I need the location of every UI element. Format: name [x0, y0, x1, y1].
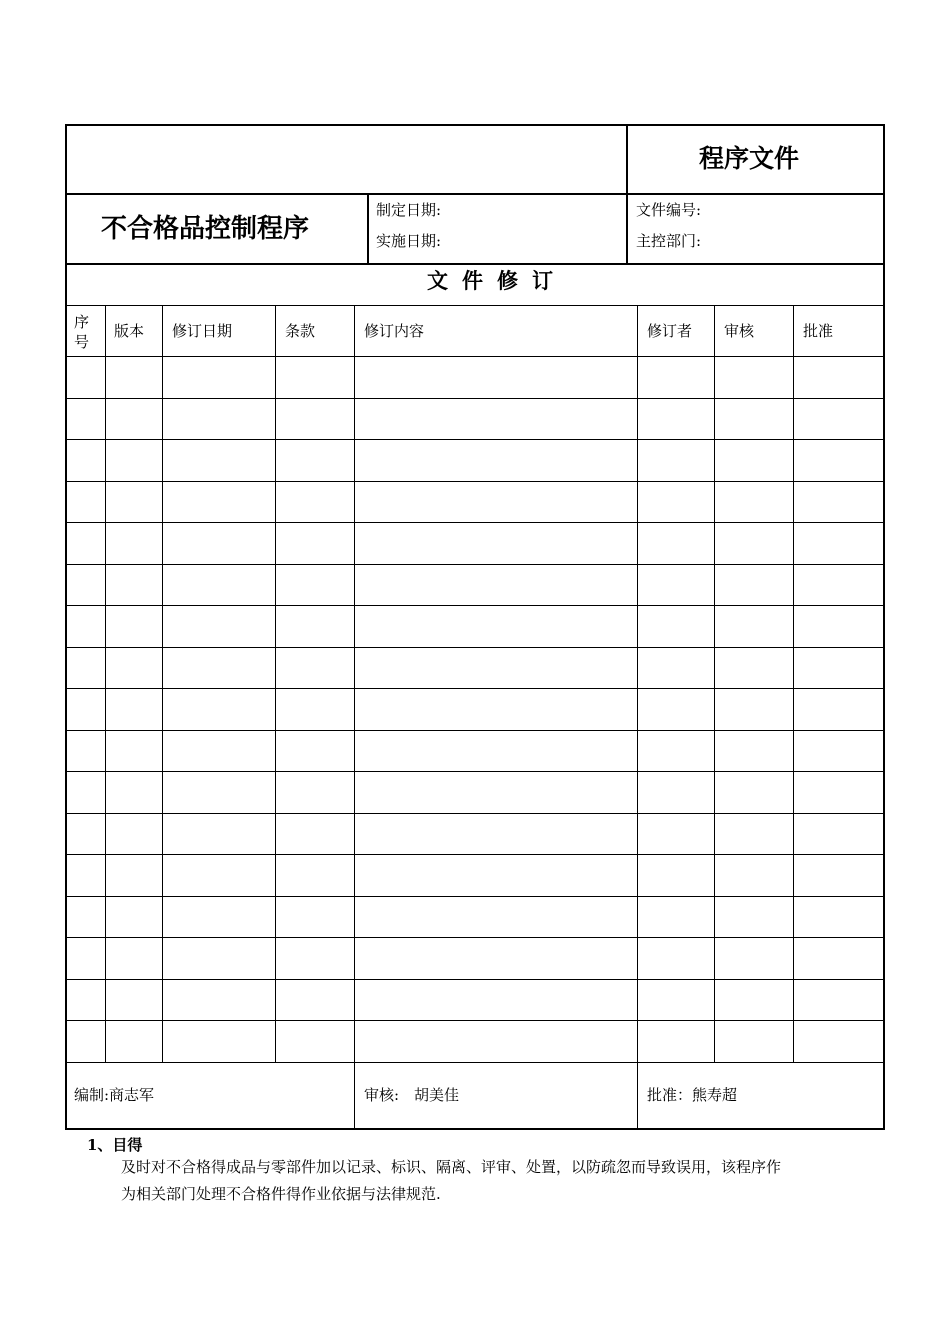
row-divider: [65, 854, 885, 855]
dept-label: 主控部门:: [636, 232, 702, 250]
doc-type-label: 程序文件: [699, 144, 800, 173]
col-header-version: 版本: [114, 322, 145, 340]
row-divider: [65, 730, 885, 731]
row-divider: [65, 896, 885, 897]
approved-by: 批准：熊寿超: [647, 1086, 738, 1104]
document-title: 不合格品控制程序: [101, 214, 310, 244]
made-date-label: 制定日期:: [376, 201, 442, 219]
document-form: [65, 124, 885, 1130]
header-vdivider-mid: [367, 193, 369, 265]
col-line: [354, 305, 355, 1130]
doc-number-label: 文件编号:: [636, 201, 702, 219]
col-header-content: 修订内容: [364, 322, 425, 340]
section-body-line2: 为相关部门处理不合格件得作业依据与法律规范.: [121, 1185, 441, 1203]
col-line: [714, 305, 715, 1062]
header-divider-1: [65, 193, 885, 195]
col-line: [275, 305, 276, 1062]
col-header-clause: 条款: [285, 322, 316, 340]
impl-date-label: 实施日期:: [376, 232, 442, 250]
row-divider: [65, 688, 885, 689]
header-vdivider-right: [626, 124, 628, 265]
row-divider: [65, 398, 885, 399]
row-divider: [65, 771, 885, 772]
row-divider: [65, 564, 885, 565]
row-divider: [65, 979, 885, 980]
col-header-review: 审核: [724, 322, 755, 340]
row-divider: [65, 937, 885, 938]
row-divider: [65, 439, 885, 440]
rev-title-divider: [65, 305, 885, 306]
compiled-by: 编制:商志军: [74, 1086, 155, 1104]
col-header-divider: [65, 356, 885, 357]
revision-title: 文件修订: [427, 269, 567, 293]
section-heading: 1、目得: [87, 1136, 143, 1154]
row-divider: [65, 1020, 885, 1021]
col-line: [105, 305, 106, 1062]
col-header-reviser: 修订者: [647, 322, 693, 340]
header-divider-2: [65, 263, 885, 265]
section-body-line1: 及时对不合格得成品与零部件加以记录、标识、隔离、评审、处置，以防疏忽而导致误用，该程序作: [121, 1158, 782, 1176]
row-divider: [65, 647, 885, 648]
row-divider: [65, 522, 885, 523]
col-header-seq: 序号: [74, 313, 90, 351]
row-divider: [65, 813, 885, 814]
col-line: [793, 305, 794, 1062]
col-header-approve: 批准: [803, 322, 834, 340]
col-line: [162, 305, 163, 1062]
row-divider: [65, 605, 885, 606]
reviewed-by: 审核: 胡美佳: [364, 1086, 460, 1104]
row-divider: [65, 481, 885, 482]
col-header-rev-date: 修订日期: [172, 322, 233, 340]
col-line: [637, 305, 638, 1130]
footer-divider: [65, 1062, 885, 1063]
